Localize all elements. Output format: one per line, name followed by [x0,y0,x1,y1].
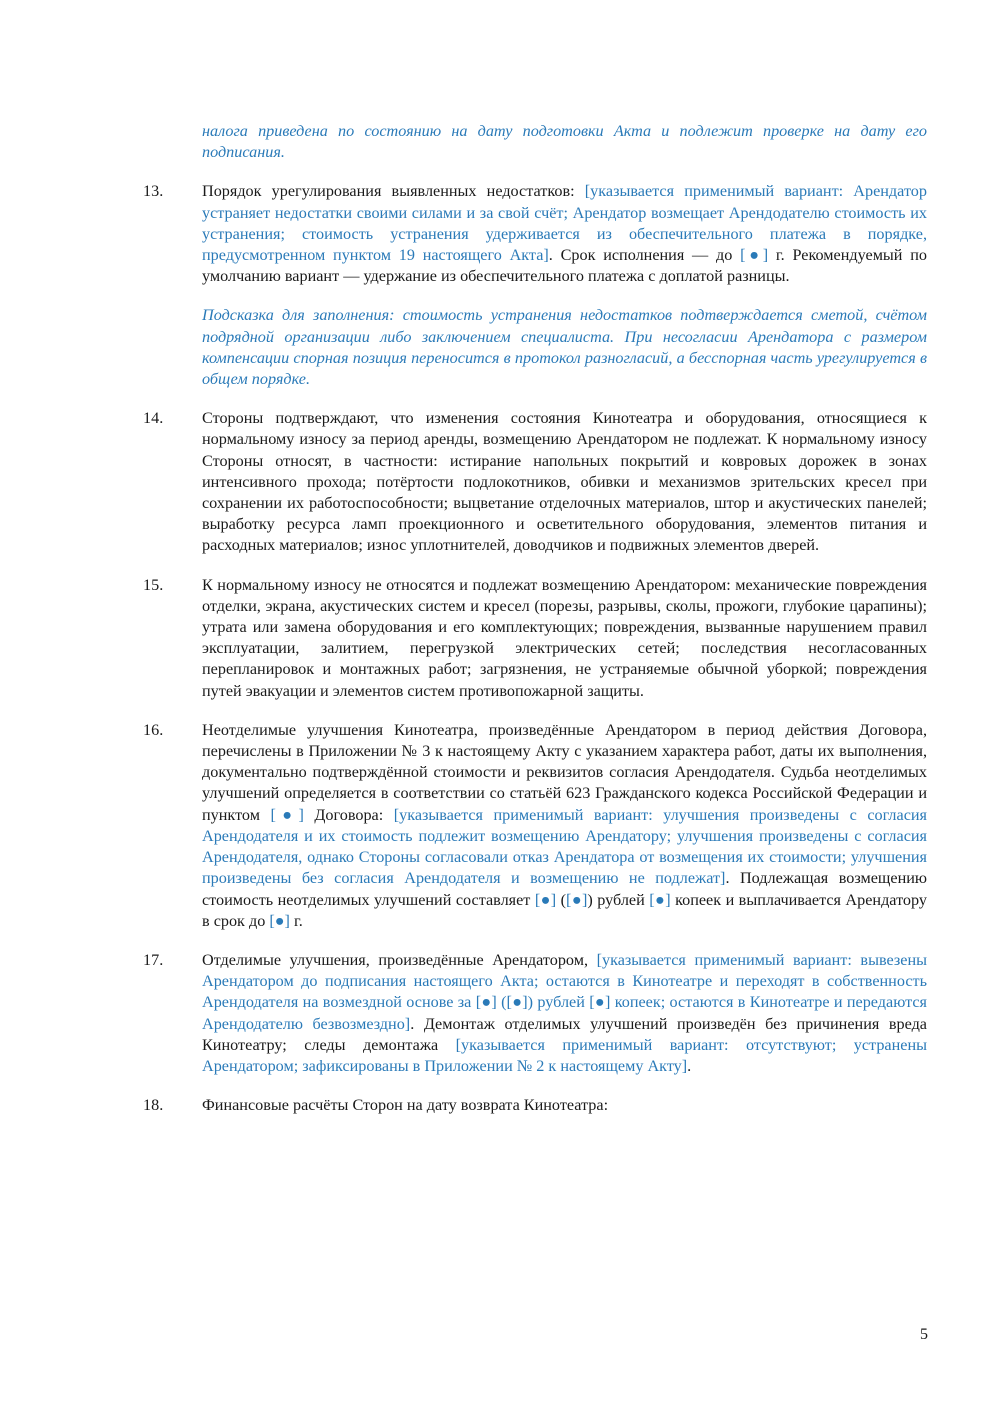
text-run: г. Рекомендуемый по умолчанию вариант — удержание из обеспечительного платежа с доплатой разницы. [202,246,927,286]
page-number: 5 [920,1326,928,1343]
clause-16 [143,720,927,932]
clause-number: 13. [143,182,164,201]
clause-body [202,408,927,556]
clause-number: 16. [143,720,164,739]
clause-body [202,720,927,932]
clause-number: 18. [143,1096,164,1115]
placeholder-run: [указывается применимый вариант: Арендатор устраняет недостатки своими силами и за свой счёт; Арендатор возмещает Арендодателю стоимость их устранения; стоимость устранения удерживается из обеспечительного платежа в порядке, предусмотренном пунктом 19 настоящего Акта] [202,182,927,265]
placeholder-run: [указывается применимый вариант: вывезены Арендатором до подписания настоящего Акта; остаются в Кинотеатре и переходят в собственность Арендодателя на возмездной основе за [●] ([●]) рублей [●] копеек; остаются в Кинотеатре и передаются Арендодателю безвозмездно] [202,950,928,1033]
clause-18 [143,1095,927,1116]
clause-text: Финансовые расчёты Сторон на дату возврата Кинотеатра: [202,1096,609,1115]
clause-text: Стороны подтверждают, что изменения состояния Кинотеатра и оборудования, относящиеся к нормальному износу за период аренды, возмещению Арендатором не подлежат. К нормальному износу Стороны относят, в частности: истирание напольных покрытий и ковровых дорожек в зонах интенсивного прохода; потёртости подлокотников, обивки и механизмов зрительских кресел при сохранении их работоспособности; выцветание отделочных материалов, штор и акустических панелей; выработку ресурса ламп проекционного и осветительного оборудования, элементов питания и расходных материалов; износ уплотнителей, доводчиков и подвижных элементов дверей. [202,409,927,555]
placeholder-run: [●] [534,890,557,909]
text-run: Порядок урегулирования выявленных недостатков: [202,182,585,201]
fill-hint-paragraph: Подсказка для заполнения: стоимость устранения недостатков подтверждается сметой, счётом подрядной организации либо заключением специалиста. При несогласии Арендатора с размером компенсации спорная позиция переносится в протокол разногласий, а бесспорная часть урегулируется в общем порядке. [202,306,927,389]
clause-text [202,720,927,932]
text-run: копеек и выплачивается Арендатору в срок до [202,890,927,930]
clause-body [202,181,927,390]
document-body [143,121,927,1116]
clause-13 [143,181,927,390]
clause-text [202,181,927,287]
placeholder-run: [●] [269,911,290,930]
placeholder-run: [●] [740,246,769,265]
text-run: г. [289,911,303,930]
clause-text [202,950,927,1077]
placeholder-run: [●] [270,805,304,824]
text-run: Неотделимые улучшения Кинотеатра, произведённые Арендатором в период действия Договора, перечислены в Приложении № 3 к настоящему Акту с указанием характера работ, даты их выполнения, документально подтверждённой стоимости и реквизитов согласия Арендодателя. Судьба неотделимых улучшений определяется в соответствии со статьёй 623 Гражданского кодекса Российской Федерации и пунктом [202,720,927,824]
text-run: . Демонтаж отделимых улучшений произведён без причинения вреда Кинотеатру; следы демонтажа [202,1014,927,1054]
clause-number: 14. [143,409,164,428]
text-run: Договора: [303,805,394,824]
text-run: . [687,1056,692,1075]
placeholder-run: [●] [649,890,671,909]
clause-body [202,575,927,702]
clause-17 [143,950,927,1077]
lead-hint-paragraph: налога приведена по состоянию на дату подготовки Акта и подлежит проверке на дату его подписания. [202,122,927,162]
text-run: . Срок исполнения — до [548,246,741,265]
clause-number: 17. [143,950,164,969]
text-run: ( [556,890,567,909]
clause-body [202,950,927,1077]
text-run: ) рублей [587,890,650,909]
clause-number: 15. [143,575,164,594]
placeholder-run: [указывается применимый вариант: улучшения произведены с согласия Арендодателя и их стоимость подлежит возмещению Арендатору; улучшения произведены с согласия Арендодателя, однако Стороны согласовали отказ Арендатора от возмещения их стоимости; улучшения произведены без согласия Арендодателя и возмещению не подлежат] [202,805,927,888]
text-run: . Подлежащая возмещению стоимость неотделимых улучшений составляет [202,869,927,909]
text-run: Отделимые улучшения, произведённые Арендатором, [202,950,597,969]
clause-text: К нормальному износу не относятся и подлежат возмещению Арендатором: механические повреждения отделки, экрана, акустических систем и кресел (порезы, разрывы, сколы, прожоги, глубокие царапины); утрата или замена оборудования и его комплектующих; повреждения, вызванные нарушением правил эксплуатации, залитием, перегрузкой электрических сетей; последствия несогласованных перепланировок и монтажных работ; загрязнения, не устраняемые обычной уборкой; повреждения путей эвакуации и элементов систем противопожарной защиты. [202,575,927,700]
clause-14 [143,408,927,556]
clause-body [202,1095,927,1116]
placeholder-run: [указывается применимый вариант: отсутствуют; устранены Арендатором; зафиксированы в Приложении № 2 к настоящему Акту] [202,1035,927,1075]
clause-15 [143,575,927,702]
placeholder-run: [●] [566,890,588,909]
